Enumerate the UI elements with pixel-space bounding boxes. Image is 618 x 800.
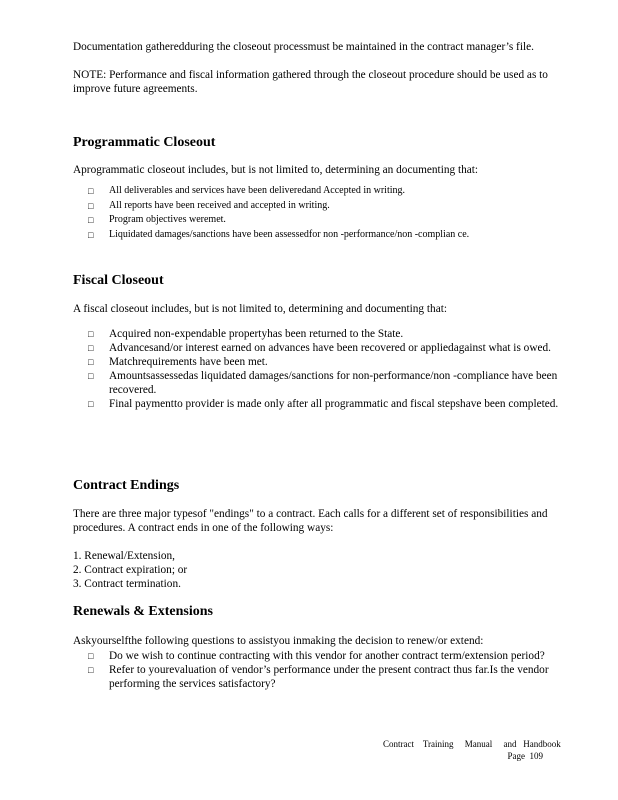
page-number: Page 109 (507, 751, 543, 761)
renewals-lead: Askyourselfthe following questions to assistyou inmaking the decision to renew/or extend: (73, 635, 484, 647)
list-item: □ Liquidated damages/sanctions have been assessedfor non -performance/non -complian ce. (73, 228, 563, 243)
bullet-icon: □ (88, 371, 94, 381)
list-item: □ Final paymentto provider is made only after all programmatic and fiscal stepshave been completed. (88, 398, 559, 410)
list-item: 1. Renewal/Extension, (73, 550, 175, 562)
endings-lead: There are three major typesof "endings" to a contract. Each calls for a different set of responsibilities and procedures. A contract ends in one of the following ways: (73, 508, 548, 534)
renewals-list (73, 649, 563, 691)
endings-heading: Contract Endings (73, 478, 180, 493)
renewals-heading: Renewals & Extensions (73, 604, 214, 619)
bullet-icon: □ (88, 343, 94, 353)
endings-list (73, 549, 563, 591)
list-item: □ Program objectives weremet. (73, 213, 563, 228)
bullet-icon: □ (88, 357, 94, 367)
bullet-icon: □ (88, 200, 94, 211)
bullet-icon: □ (88, 215, 94, 225)
bullet-icon: □ (88, 665, 94, 675)
fiscal-list (73, 327, 563, 411)
renewals-section (73, 603, 563, 691)
bullet-icon: □ (88, 229, 94, 240)
bullet-icon: □ (88, 186, 94, 196)
fiscal-section (73, 272, 563, 411)
intro-section (73, 40, 563, 96)
endings-section (73, 477, 563, 591)
list-item: □ Refer to yourevaluation of vendor’s performance under the present contract thus far.Is the vendor performing the services satisfactory? (88, 664, 549, 690)
list-item: 2. Contract expiration; or (73, 564, 188, 576)
list-item: □ All reports have been received and accepted in writing. (73, 199, 563, 214)
intro-paragraph-1: Documentation gatheredduring the closeout processmust be maintained in the contract manager’s file. (73, 41, 534, 53)
intro-note: NOTE: Performance and fiscal information gathered through the closeout procedure should be used as to improve future agreements. (73, 69, 548, 95)
list-item: □ Do we wish to continue contracting with this vendor for another contract term/extension period? (88, 650, 545, 662)
bullet-icon: □ (88, 399, 94, 409)
list-item: 3. Contract termination. (73, 578, 181, 590)
programmatic-list (73, 184, 563, 242)
bullet-icon: □ (88, 651, 94, 661)
list-item: □ All deliverables and services have been deliveredand Accepted in writing. (73, 184, 563, 199)
bullet-icon: □ (88, 329, 94, 339)
list-item: □ Advancesand/or interest earned on advances have been recovered or appliedagainst what is owed. (88, 342, 551, 354)
list-item: □ Matchrequirements have been met. (88, 356, 268, 368)
programmatic-lead: Aprogrammatic closeout includes, but is not limited to, determining an documenting that: (73, 164, 479, 176)
list-item: □ Amountsassessedas liquidated damages/sanctions for non-performance/non -compliance have been recovered. (88, 370, 558, 396)
programmatic-section (73, 134, 563, 242)
list-item: □ Acquired non-expendable propertyhas been returned to the State. (88, 328, 404, 340)
footer-title: Contract Training Manual and Handbook (383, 739, 561, 749)
fiscal-lead: A fiscal closeout includes, but is not limited to, determining and documenting that: (73, 303, 447, 315)
fiscal-heading: Fiscal Closeout (73, 273, 164, 288)
programmatic-heading: Programmatic Closeout (73, 135, 216, 150)
page-footer (383, 738, 561, 762)
